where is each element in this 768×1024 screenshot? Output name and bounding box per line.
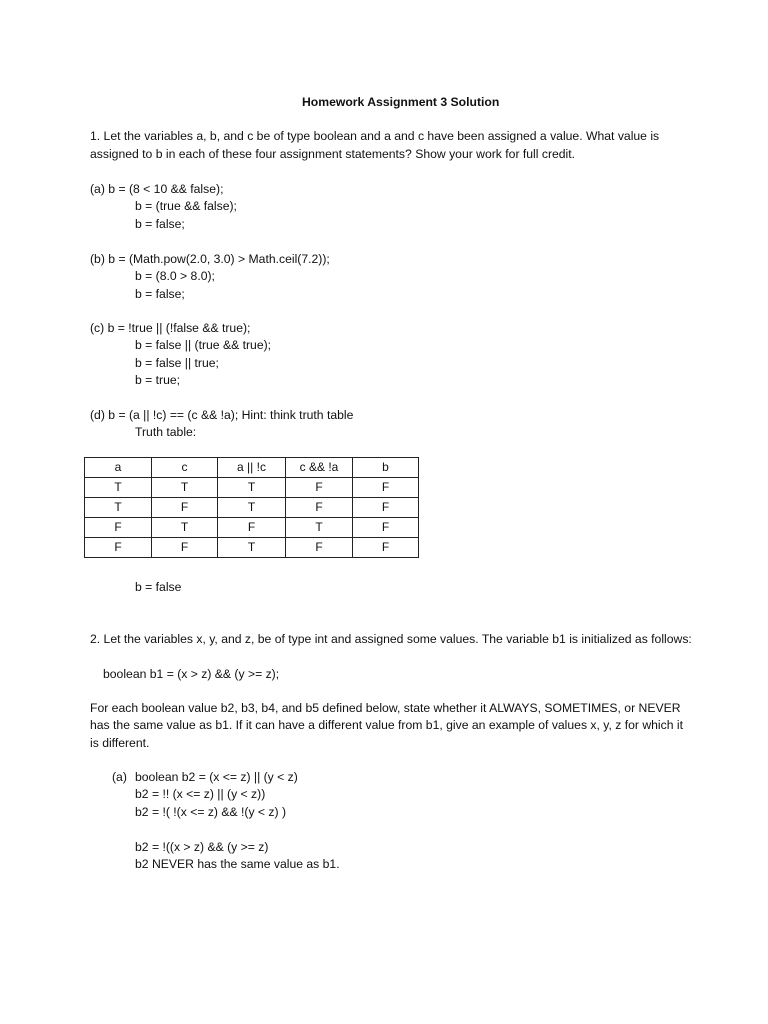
q1c-line-1: (c) b = !true || (!false && true); [90, 321, 251, 335]
q1c-line-3: b = false || true; [135, 356, 219, 370]
truth-table-cell: F [152, 498, 218, 518]
truth-table-cell: T [85, 498, 152, 518]
truth-table-row [85, 478, 419, 498]
truth-table-header-row [85, 458, 419, 478]
truth-table-cell: F [218, 518, 286, 538]
truth-table-header: c && !a [286, 458, 353, 478]
truth-table-cell: T [286, 518, 353, 538]
truth-table-header: c [152, 458, 218, 478]
truth-table-cell: F [286, 538, 353, 558]
q2a-line-3: b2 = !( !(x <= z) && !(y < z) ) [135, 805, 287, 819]
q2-paragraph-line-1: For each boolean value b2, b3, b4, and b5 defined below, state whether it ALWAYS, SOMETIMES, or NEVER [90, 701, 681, 715]
truth-table-header: a || !c [218, 458, 286, 478]
truth-table-cell: T [218, 498, 286, 518]
q2a-label: (a) [112, 770, 127, 784]
document-title: Homework Assignment 3 Solution [302, 95, 500, 109]
q2-paragraph-line-3: is different. [90, 736, 150, 750]
q1-intro-line-2: assigned to b in each of these four assignment statements? Show your work for full credit. [90, 147, 576, 161]
truth-table-cell: F [286, 498, 353, 518]
truth-table-row [85, 518, 419, 538]
q2a-line-2: b2 = !! (x <= z) || (y < z)) [135, 787, 266, 801]
truth-table-cell: T [152, 518, 218, 538]
q1a-line-3: b = false; [135, 217, 185, 231]
truth-table-cell: T [218, 538, 286, 558]
q1c-line-2: b = false || (true && true); [135, 338, 272, 352]
truth-table-header: a [85, 458, 152, 478]
q2-intro: 2. Let the variables x, y, and z, be of type int and assigned some values. The variable b1 is initialized as follows: [90, 632, 692, 646]
q1b-line-2: b = (8.0 > 8.0); [135, 269, 215, 283]
truth-table-row [85, 538, 419, 558]
q2a-line-4: b2 = !((x > z) && (y >= z) [135, 840, 269, 854]
truth-table-cell: F [85, 518, 152, 538]
q1d-line-2: Truth table: [135, 425, 197, 439]
q1c-line-4: b = true; [135, 373, 181, 387]
q2-b1-declaration: boolean b1 = (x > z) && (y >= z); [103, 667, 280, 681]
q1d-result: b = false [135, 580, 182, 594]
q2a-line-1: boolean b2 = (x <= z) || (y < z) [135, 770, 298, 784]
truth-table-cell: F [353, 538, 419, 558]
q2a-line-5: b2 NEVER has the same value as b1. [135, 857, 340, 871]
q1b-line-1: (b) b = (Math.pow(2.0, 3.0) > Math.ceil(7.2)); [90, 252, 330, 266]
truth-table-cell: F [353, 498, 419, 518]
q1-intro-line-1: 1. Let the variables a, b, and c be of type boolean and a and c have been assigned a value. What value is [90, 129, 660, 143]
truth-table-row [85, 498, 419, 518]
q2-paragraph-line-2: has the same value as b1. If it can have a different value from b1, give an example of values x, y, z for which it [90, 718, 683, 732]
q1b-line-3: b = false; [135, 287, 185, 301]
truth-table [84, 457, 419, 558]
truth-table-cell: F [152, 538, 218, 558]
truth-table-cell: T [152, 478, 218, 498]
truth-table-cell: F [353, 478, 419, 498]
q1d-line-1: (d) b = (a || !c) == (c && !a); Hint: think truth table [90, 408, 354, 422]
truth-table-cell: T [85, 478, 152, 498]
truth-table-header: b [353, 458, 419, 478]
truth-table-cell: F [85, 538, 152, 558]
q1a-line-1: (a) b = (8 < 10 && false); [90, 182, 224, 196]
q1a-line-2: b = (true && false); [135, 199, 237, 213]
truth-table-cell: F [353, 518, 419, 538]
truth-table-cell: F [286, 478, 353, 498]
truth-table-cell: T [218, 478, 286, 498]
